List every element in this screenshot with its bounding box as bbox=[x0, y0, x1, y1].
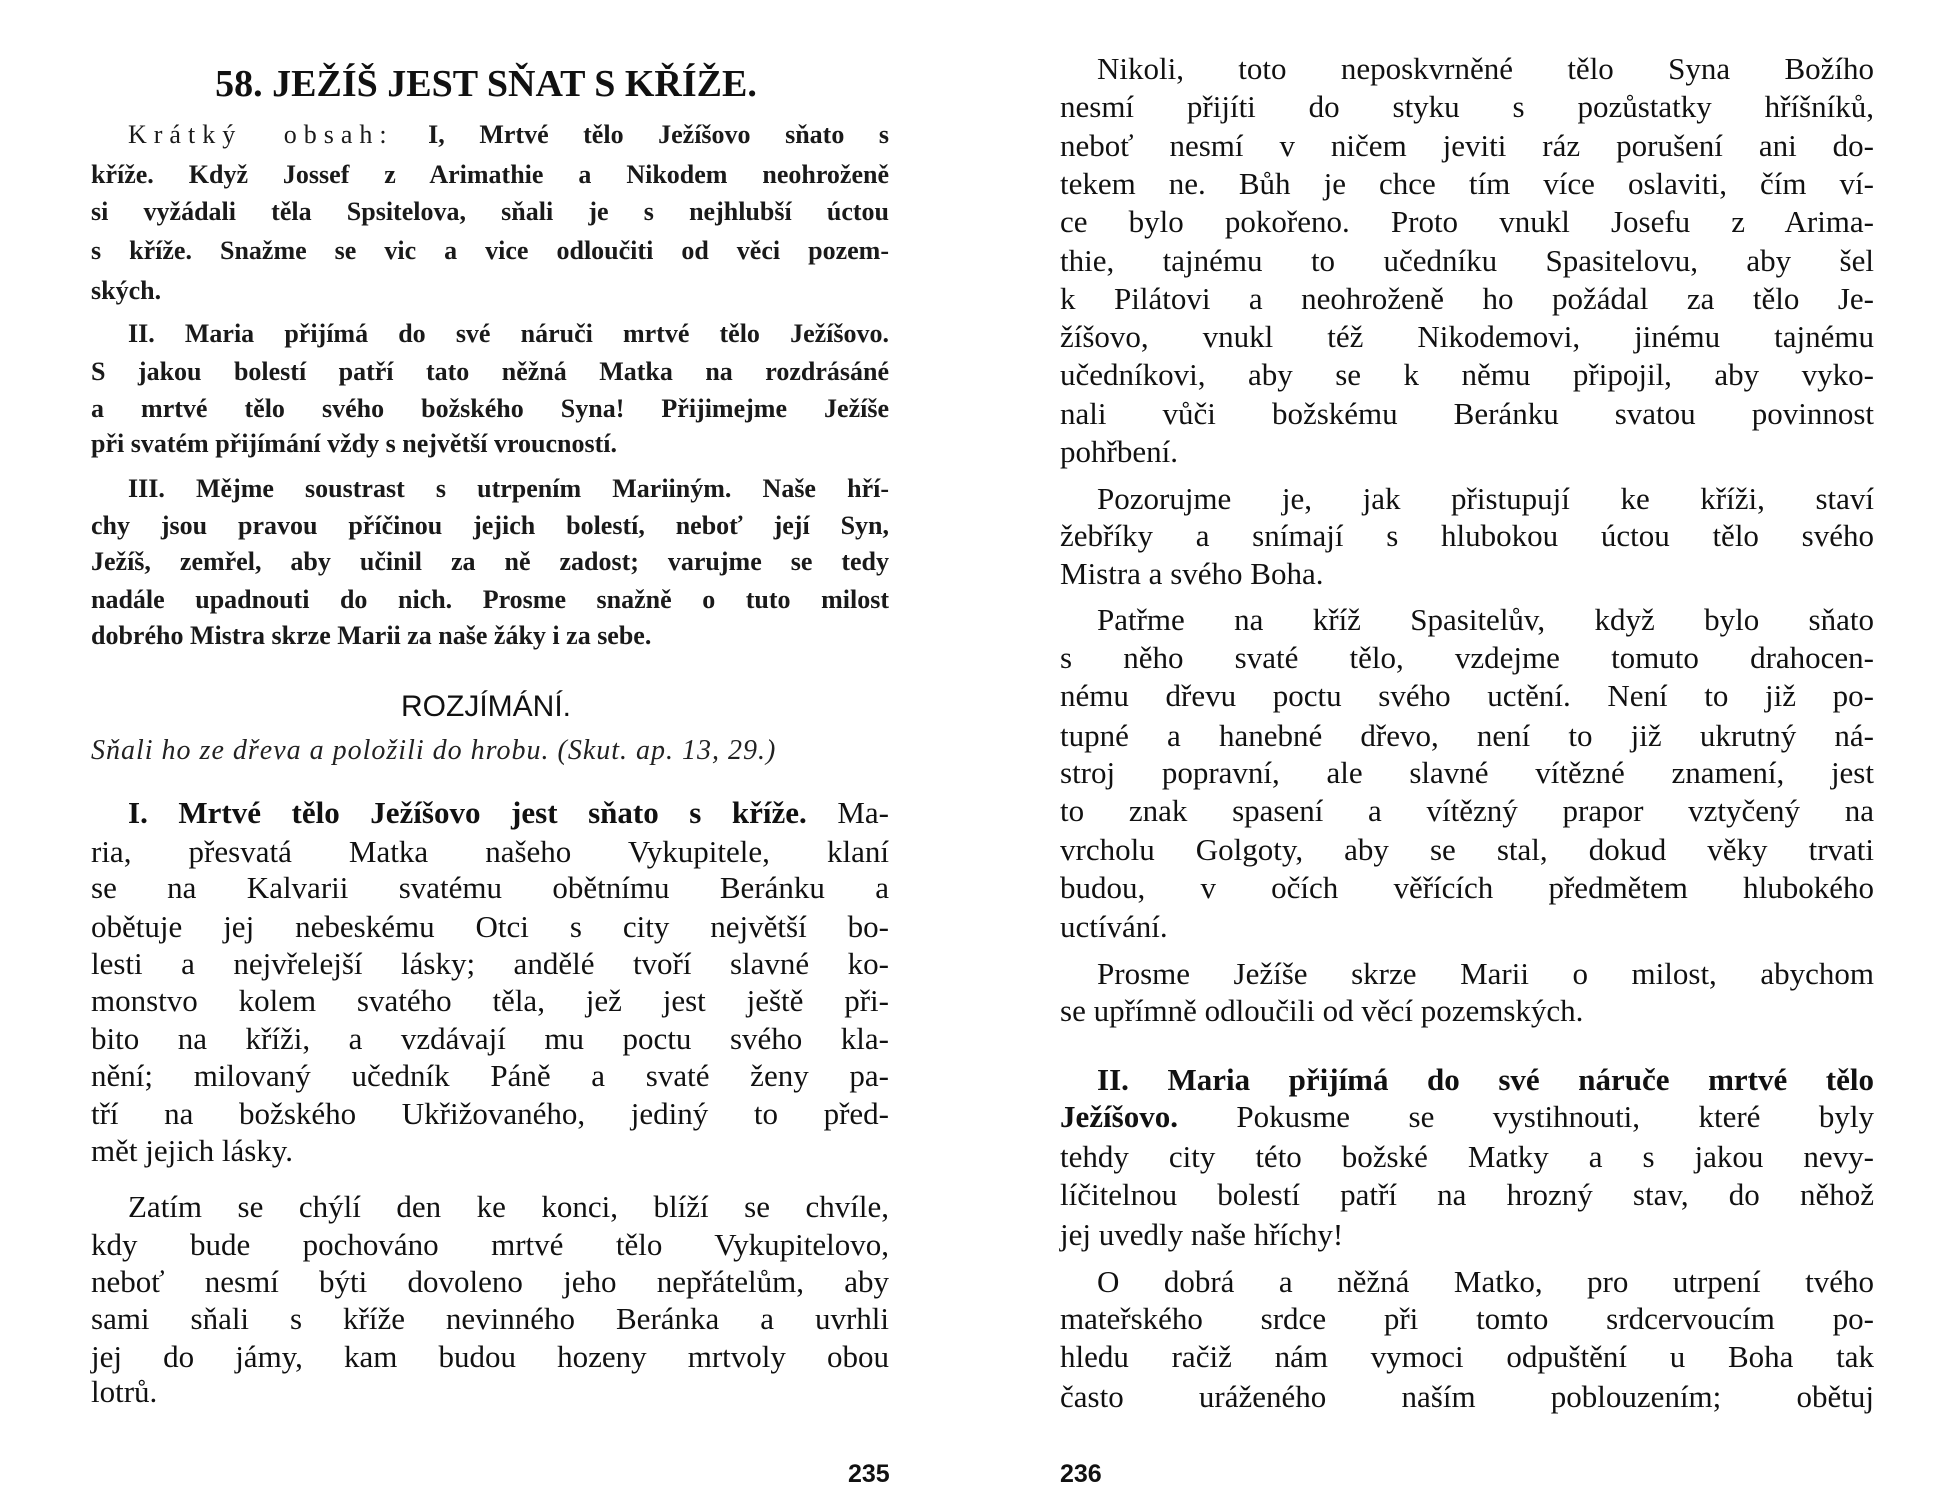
line-text: ských. bbox=[91, 276, 162, 305]
text-line bbox=[1060, 1216, 1874, 1254]
text-line bbox=[1060, 1263, 1874, 1301]
line-text: sami sňali s kříže nevinného Beránka a uvrhli bbox=[91, 1301, 889, 1336]
text-line bbox=[91, 425, 889, 463]
line-text: se na Kalvarii svatému obětnímu Beránku a bbox=[91, 870, 889, 905]
text-line bbox=[91, 507, 889, 545]
line-text: ce bylo pokořeno. Proto vnukl Josefu z Arima- bbox=[1060, 204, 1874, 239]
text-line bbox=[1060, 356, 1874, 394]
text-line bbox=[91, 908, 889, 946]
line-text: Zatím se chýlí den ke konci, blíží se chvíle, bbox=[128, 1189, 889, 1224]
line-text: Mistra a svého Boha. bbox=[1060, 556, 1324, 591]
text-line bbox=[1060, 555, 1874, 593]
line-text: se upřímně odloučili od věcí pozemských. bbox=[1060, 993, 1584, 1028]
text-line bbox=[1060, 203, 1874, 241]
line-text: k Pilátovi a neohroženě ho požádal za tělo Je- bbox=[1060, 281, 1874, 316]
page-number: 235 bbox=[848, 1460, 890, 1488]
line-text: budou, v očích věřících předmětem hlubokého bbox=[1060, 870, 1874, 905]
text-line bbox=[1060, 992, 1874, 1030]
line-text: nému dřevu poctu svého uctění. Není to již po- bbox=[1060, 678, 1874, 713]
line-text: lotrů. bbox=[91, 1374, 158, 1409]
text-line bbox=[1060, 601, 1874, 639]
text-line bbox=[1060, 395, 1874, 433]
line-text: vrcholu Golgoty, aby se stal, dokud věky trvati bbox=[1060, 832, 1874, 867]
summary-label: Krátký obsah: bbox=[128, 120, 394, 149]
text-line bbox=[1060, 677, 1874, 715]
line-text: tekem ne. Bůh je chce tím více oslaviti, čím ví- bbox=[1060, 166, 1874, 201]
line-text: Patřme na kříž Spasitelův, když bylo sňato bbox=[1097, 602, 1874, 637]
text-line bbox=[91, 982, 889, 1020]
line-text: při svatém přijímání vždy s největší vroucností. bbox=[91, 429, 617, 458]
line-text: monstvo kolem svatého těla, jež jest ještě při- bbox=[91, 983, 889, 1018]
text-line bbox=[1060, 1378, 1874, 1416]
line-text: bito na kříži, a vzdávají mu poctu svého kla- bbox=[91, 1021, 889, 1056]
text-line bbox=[91, 272, 889, 310]
text-line bbox=[1060, 127, 1874, 165]
text-line bbox=[91, 390, 889, 428]
line-text: Naše hří- bbox=[731, 474, 889, 503]
text-line bbox=[91, 617, 889, 655]
line-text: a mrtvé tělo svého božského Syna! Přijimejme Ježíše bbox=[91, 394, 889, 423]
line-text: líčitelnou bolestí patří na hrozný stav, do něhož bbox=[1060, 1177, 1874, 1212]
line-text: hledu račiž nám vymoci odpuštění u Boha tak bbox=[1060, 1339, 1874, 1374]
line-text: nesmí přijíti do styku s pozůstatky hříšníků, bbox=[1060, 89, 1874, 124]
bold-lead-text: Ježíšovo. bbox=[1060, 1099, 1178, 1134]
text-line bbox=[1060, 517, 1874, 555]
text-line bbox=[1060, 869, 1874, 907]
text-line bbox=[1060, 480, 1874, 518]
text-line bbox=[91, 353, 889, 391]
scripture-quote: Sňali ho ze dřeva a položili do hrobu. (Skut. ap. 13, 29.) bbox=[91, 735, 777, 766]
text-line bbox=[91, 543, 889, 581]
text-line bbox=[1060, 1338, 1874, 1376]
line-text: s kříže. Snažme se vic a vice odloučiti od věci pozem- bbox=[91, 236, 889, 265]
line-text: stroj popravní, ale slavné vítězné znamení, jest bbox=[1060, 755, 1874, 790]
text-line bbox=[91, 1095, 889, 1133]
text-line bbox=[1060, 1300, 1874, 1338]
text-line bbox=[91, 193, 889, 231]
line-text: Když Jossef z Arimathie a Nikodem neohroženě bbox=[153, 160, 889, 189]
line-text: pohřbení. bbox=[1060, 434, 1178, 469]
page-number: 236 bbox=[1060, 1460, 1102, 1488]
text-line bbox=[91, 1300, 889, 1338]
text-line bbox=[1060, 792, 1874, 830]
text-line bbox=[1060, 280, 1874, 318]
chapter-title: 58. JEŽÍŠ JEST SŇAT S KŘÍŽE. bbox=[215, 63, 757, 105]
line-text: ria, přesvatá Matka našeho Vykupitele, klaní bbox=[91, 834, 889, 869]
right-page bbox=[973, 0, 1946, 1500]
text-line bbox=[91, 315, 889, 353]
line-text: chy jsou pravou příčinou jejich bolestí, neboť její Syn, bbox=[91, 511, 889, 540]
text-line bbox=[91, 1338, 889, 1376]
line-text: dobrého Mistra skrze Marii za naše žáky i za sebe. bbox=[91, 621, 652, 650]
line-text: často uráženého naším poblouzením; obětuj bbox=[1060, 1379, 1874, 1414]
text-line bbox=[1060, 754, 1874, 792]
text-line bbox=[91, 1188, 889, 1226]
line-text: neboť nesmí v ničem jeviti ráz porušení ani do- bbox=[1060, 128, 1874, 163]
text-line bbox=[1060, 908, 1874, 946]
text-line bbox=[1060, 717, 1874, 755]
text-line bbox=[91, 1020, 889, 1058]
text-line bbox=[91, 833, 889, 871]
text-line bbox=[91, 116, 889, 154]
line-text: nadále upadnouti do nich. Prosme snažně o tuto milost bbox=[91, 585, 889, 614]
bold-lead-text: III. Mějme soustrast s utrpením Mariiným. bbox=[128, 474, 732, 503]
line-text: lesti a nejvřelejší lásky; andělé tvoří slavné ko- bbox=[91, 946, 889, 981]
bold-lead-text: I. Mrtvé tělo Ježíšovo jest sňato s kříže. bbox=[128, 795, 807, 830]
line-text: tří na božského Ukřižovaného, jediný to před- bbox=[91, 1096, 889, 1131]
line-text: Ma- bbox=[806, 795, 889, 830]
line-text: uctívání. bbox=[1060, 909, 1168, 944]
text-line bbox=[91, 470, 889, 508]
text-line bbox=[1060, 639, 1874, 677]
line-text: si vyžádali těla Spsitelova, sňali je s nejhlubší úctou bbox=[91, 197, 889, 226]
line-text: O dobrá a něžná Matko, pro utrpení tvého bbox=[1097, 1264, 1874, 1299]
text-line bbox=[1060, 433, 1874, 471]
line-text: nali vůči božskému Beránku svatou povinnost bbox=[1060, 396, 1874, 431]
text-line bbox=[91, 156, 889, 194]
text-line bbox=[91, 794, 889, 832]
line-text: žebříky a snímají s hlubokou úctou tělo svého bbox=[1060, 518, 1874, 553]
text-line bbox=[91, 232, 889, 270]
line-text: tehdy city této božské Matky a s jakou nevy- bbox=[1060, 1139, 1874, 1174]
bold-lead-text: II. Maria přijímá do své náruče mrtvé tělo bbox=[1097, 1062, 1874, 1097]
line-text: žíšovo, vnukl též Nikodemovi, jinému tajnému bbox=[1060, 319, 1874, 354]
line-text: Pokusme se vystihnouti, které byly bbox=[1177, 1099, 1874, 1134]
line-text: neboť nesmí býti dovoleno jeho nepřátelům, aby bbox=[91, 1264, 889, 1299]
text-line bbox=[91, 1132, 889, 1170]
text-line bbox=[1060, 955, 1874, 993]
text-line bbox=[91, 869, 889, 907]
text-line bbox=[1060, 831, 1874, 869]
line-text: S jakou bolestí patří tato něžná Matka na rozdrásáné bbox=[91, 357, 889, 386]
text-line bbox=[1060, 242, 1874, 280]
bold-lead-text: II. Maria přijímá do své náruči mrtvé tělo Ježíšovo. bbox=[128, 319, 889, 348]
line-text: mateřského srdce při tomto srdcervoucím po- bbox=[1060, 1301, 1874, 1336]
text-line bbox=[1060, 88, 1874, 126]
text-line bbox=[1060, 50, 1874, 88]
line-text: Prosme Ježíše skrze Marii o milost, abychom bbox=[1097, 956, 1874, 991]
line-text: s něho svaté tělo, vzdejme tomuto drahocen- bbox=[1060, 640, 1874, 675]
text-line bbox=[1060, 1098, 1874, 1136]
text-line bbox=[1060, 1176, 1874, 1214]
line-text: nění; milovaný učedník Páně a svaté ženy pa- bbox=[91, 1058, 889, 1093]
line-text: jej uvedly naše hříchy! bbox=[1060, 1217, 1344, 1252]
line-text: jej do jámy, kam budou hozeny mrtvoly obou bbox=[91, 1339, 889, 1374]
text-line bbox=[91, 1057, 889, 1095]
text-line bbox=[91, 945, 889, 983]
text-line bbox=[91, 1226, 889, 1264]
bold-lead-text: I, Mrtvé tělo Ježíšovo sňato s bbox=[393, 120, 889, 149]
line-text: to znak spasení a vítězný prapor vztyčený na bbox=[1060, 793, 1874, 828]
text-line bbox=[1060, 318, 1874, 356]
line-text: obětuje jej nebeskému Otci s city největší bo- bbox=[91, 909, 889, 944]
section-heading: ROZJÍMÁNÍ. bbox=[401, 690, 571, 723]
line-text: Nikoli, toto neposkvrněné tělo Syna Božího bbox=[1097, 51, 1874, 86]
text-line bbox=[1060, 165, 1874, 203]
text-line bbox=[1060, 1061, 1874, 1099]
line-text: thie, tajnému to učedníku Spasitelovu, aby šel bbox=[1060, 243, 1874, 278]
bold-lead-text: kříže. bbox=[91, 160, 154, 189]
text-line bbox=[1060, 1138, 1874, 1176]
text-line bbox=[91, 581, 889, 619]
line-text: učedníkovi, aby se k němu připojil, aby vyko- bbox=[1060, 357, 1874, 392]
text-line bbox=[91, 1373, 889, 1411]
line-text: mět jejich lásky. bbox=[91, 1133, 294, 1168]
line-text: Pozorujme je, jak přistupují ke kříži, staví bbox=[1097, 481, 1874, 516]
line-text: kdy bude pochováno mrtvé tělo Vykupitelovo, bbox=[91, 1227, 889, 1262]
line-text: tupné a hanebné dřevo, není to již ukrutný ná- bbox=[1060, 718, 1874, 753]
line-text: Ježíš, zemřel, aby učinil za ně zadost; varujme se tedy bbox=[91, 547, 889, 576]
text-line bbox=[91, 1263, 889, 1301]
